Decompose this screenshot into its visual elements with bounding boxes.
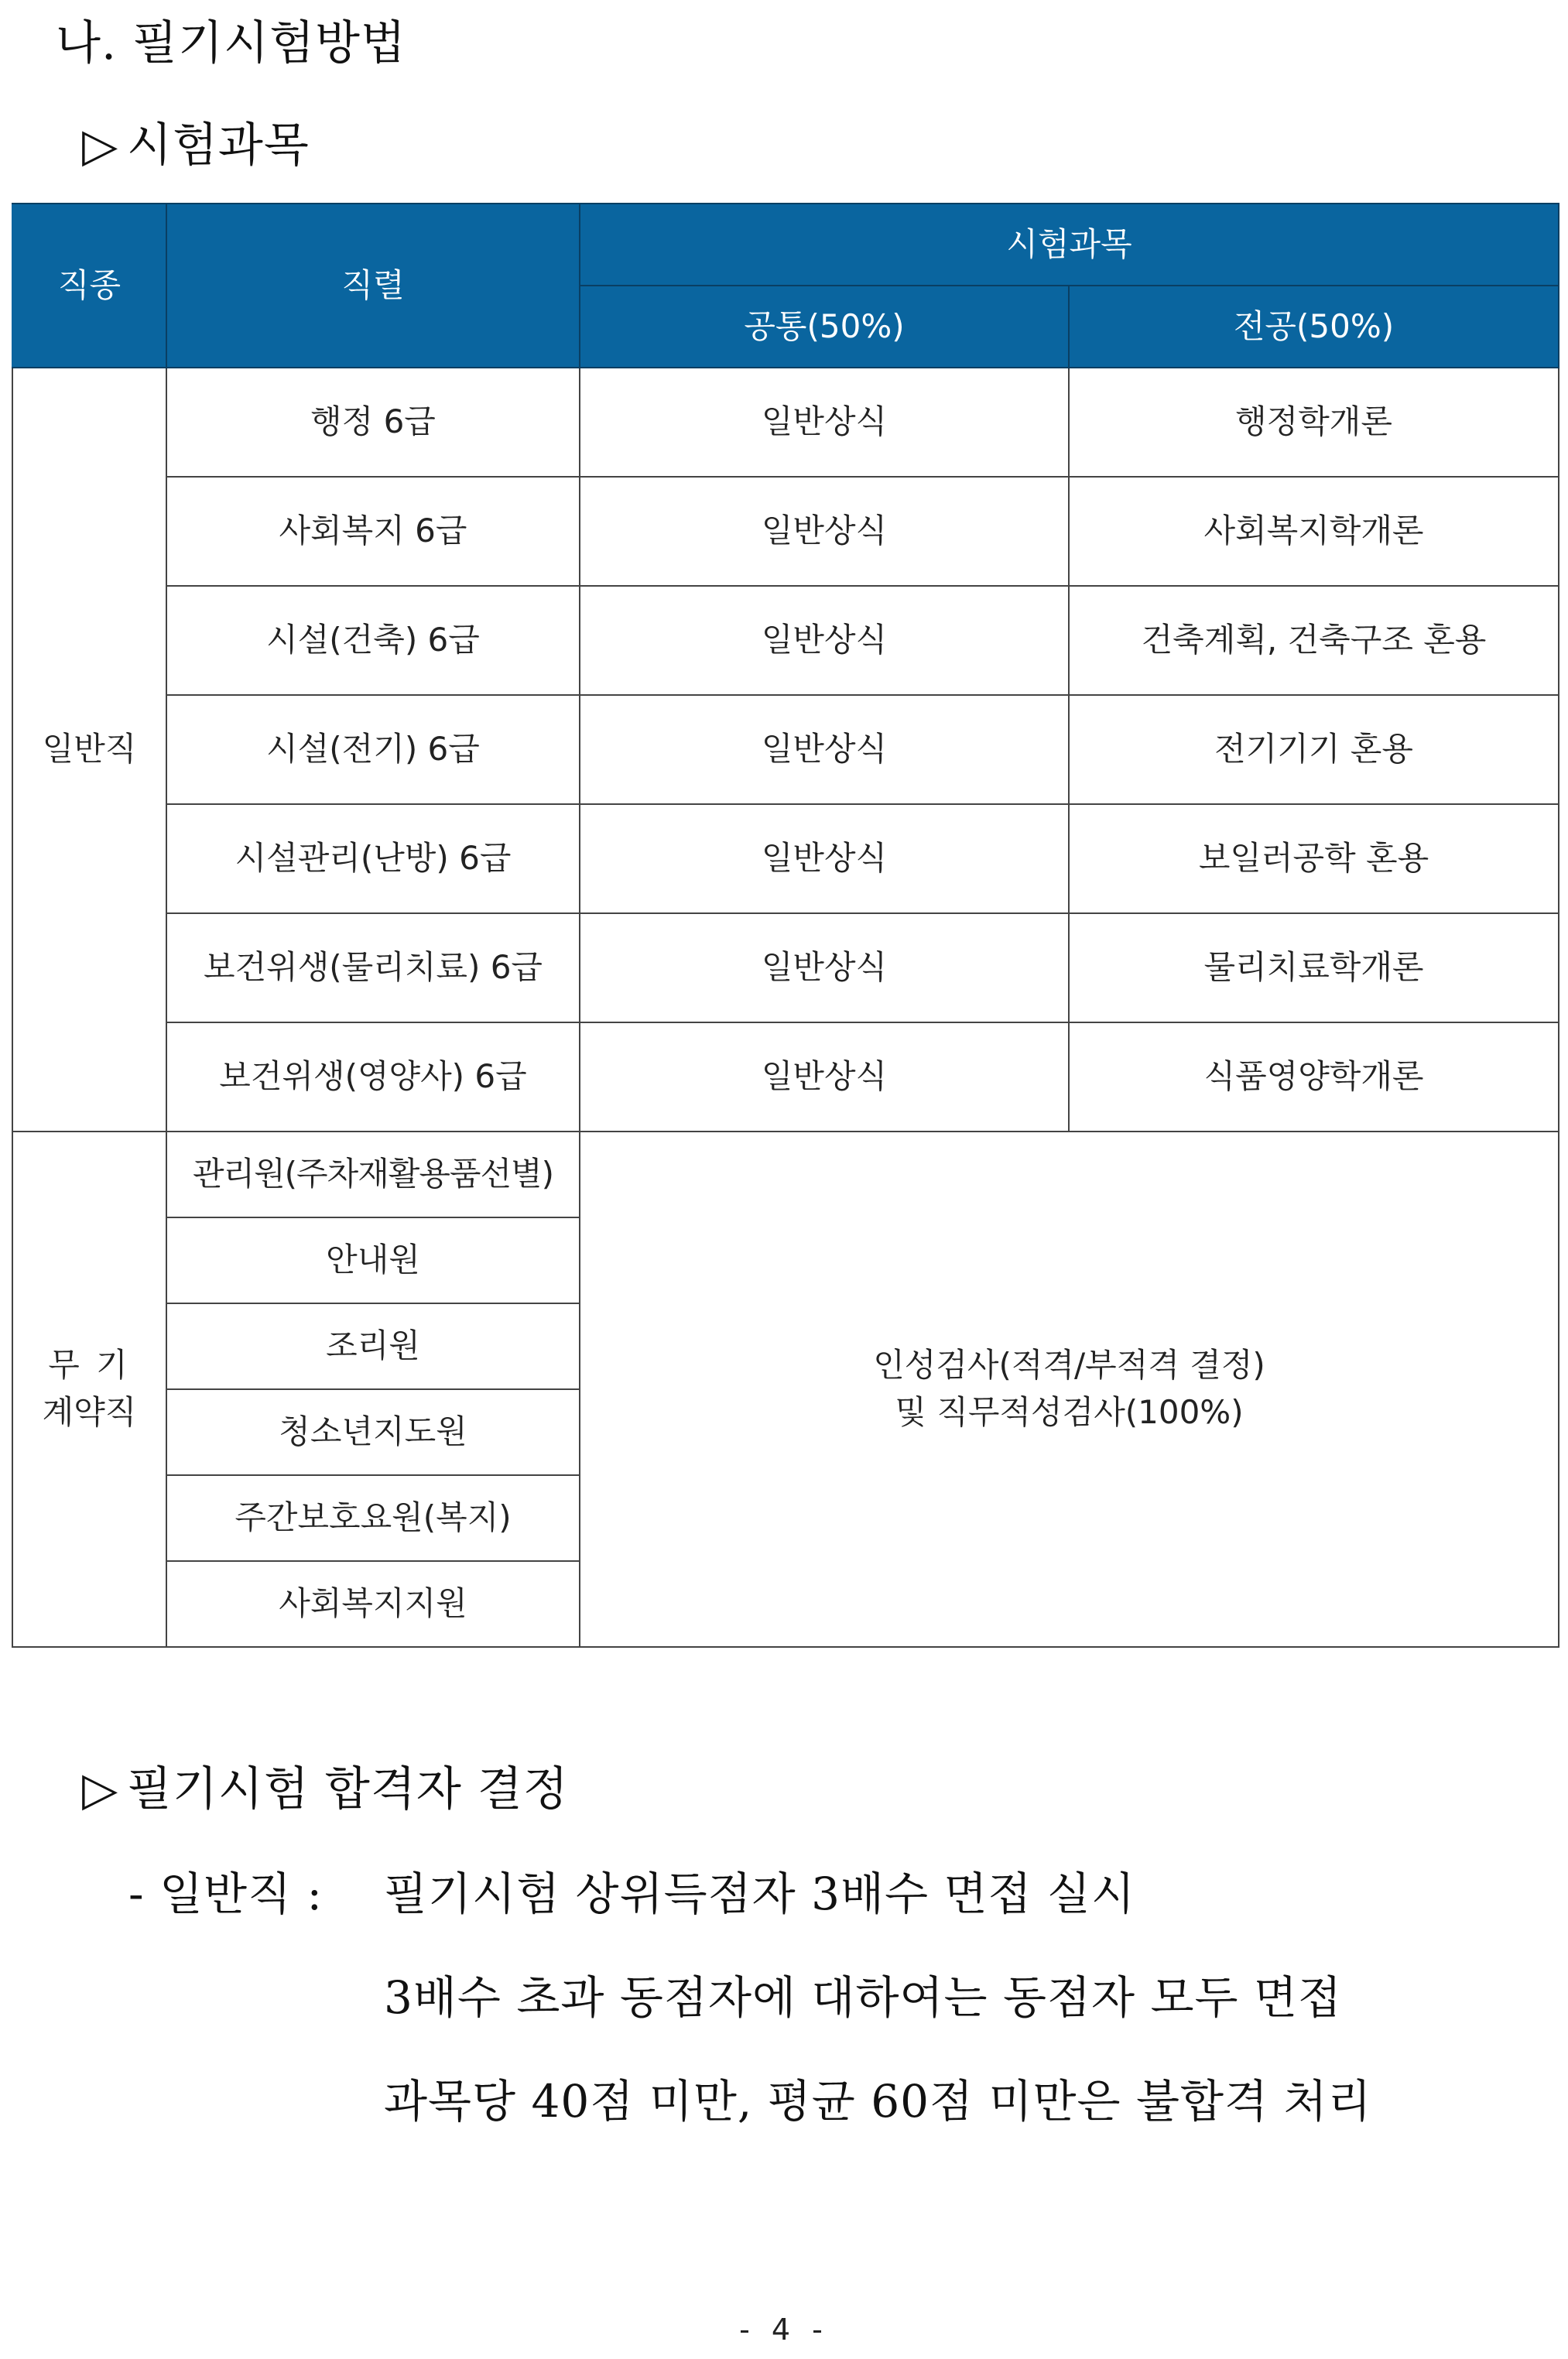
position-cell: 시설관리(난방) 6급: [166, 804, 580, 913]
triangle-bullet-icon: ▷: [82, 1762, 119, 1816]
table-row: [12, 695, 1559, 804]
rule-line: 3배수 초과 동점자에 대하여는 동점자 모두 면접: [384, 1971, 1343, 2024]
position-cell: 행정 6급: [166, 368, 580, 477]
major-subject-cell: 전기기기 혼용: [1069, 695, 1559, 804]
table-row: [12, 586, 1559, 695]
position-cell: 시설(건축) 6급: [166, 586, 580, 695]
table-row: [12, 477, 1559, 586]
category-contract-line1: 무 기: [48, 1346, 131, 1385]
header-position: 직렬: [166, 204, 580, 368]
contract-exam-line1: 인성검사(적격/부적격 결정): [873, 1346, 1265, 1385]
position-cell: 보건위생(영양사) 6급: [166, 1022, 580, 1132]
table-row: [12, 913, 1559, 1022]
page-number: - 4 -: [739, 2313, 829, 2347]
rule-label: - 일반직 :: [128, 1868, 324, 1920]
major-subject-cell: 물리치료학개론: [1069, 913, 1559, 1022]
header-major: 전공(50%): [1069, 286, 1559, 368]
position-cell: 보건위생(물리치료) 6급: [166, 913, 580, 1022]
exam-subjects-table: [12, 203, 1559, 1648]
position-cell: 사회복지 6급: [166, 477, 580, 586]
contract-exam-cell: [580, 1132, 1559, 1647]
common-subject-cell: 일반상식: [580, 695, 1069, 804]
category-contract-line2: 계약직: [42, 1393, 137, 1431]
position-cell: 조리원: [166, 1303, 580, 1389]
position-cell: 청소년지도원: [166, 1389, 580, 1475]
major-subject-cell: 사회복지학개론: [1069, 477, 1559, 586]
header-common: 공통(50%): [580, 286, 1069, 368]
pass-heading-text: 필기시험 합격자 결정: [127, 1762, 569, 1816]
table-row: [12, 804, 1559, 913]
category-general: 일반직: [12, 368, 166, 1132]
major-subject-cell: 건축계획, 건축구조 혼용: [1069, 586, 1559, 695]
table-row: [12, 368, 1559, 477]
position-cell: 주간보호요원(복지): [166, 1475, 580, 1561]
common-subject-cell: 일반상식: [580, 477, 1069, 586]
position-cell: 관리원(주차재활용품선별): [166, 1132, 580, 1217]
position-cell: 안내원: [166, 1217, 580, 1303]
header-subjects-group: 시험과목: [580, 204, 1559, 286]
position-cell: 시설(전기) 6급: [166, 695, 580, 804]
contract-exam-line2: 및 직무적성검사(100%): [895, 1393, 1244, 1431]
category-contract: [12, 1132, 166, 1647]
pass-heading: [82, 1752, 569, 1819]
major-subject-cell: 보일러공학 혼용: [1069, 804, 1559, 913]
subjects-heading-text: 시험과목: [127, 118, 310, 173]
subjects-heading: [82, 108, 310, 175]
major-subject-cell: 행정학개론: [1069, 368, 1559, 477]
triangle-bullet-icon: ▷: [82, 118, 119, 173]
common-subject-cell: 일반상식: [580, 368, 1069, 477]
rule-line: 과목당 40점 미만, 평균 60점 미만은 불합격 처리: [384, 2075, 1372, 2128]
major-subject-cell: 식품영양학개론: [1069, 1022, 1559, 1132]
header-category: 직종: [12, 204, 166, 368]
rule-line: 필기시험 상위득점자 3배수 면접 실시: [384, 1868, 1136, 1920]
position-cell: 사회복지지원: [166, 1561, 580, 1647]
common-subject-cell: 일반상식: [580, 804, 1069, 913]
common-subject-cell: 일반상식: [580, 913, 1069, 1022]
section-title: 나. 필기시험방법: [56, 16, 406, 70]
common-subject-cell: 일반상식: [580, 1022, 1069, 1132]
table-row: [12, 1022, 1559, 1132]
common-subject-cell: 일반상식: [580, 586, 1069, 695]
table-row: [12, 1132, 1559, 1217]
